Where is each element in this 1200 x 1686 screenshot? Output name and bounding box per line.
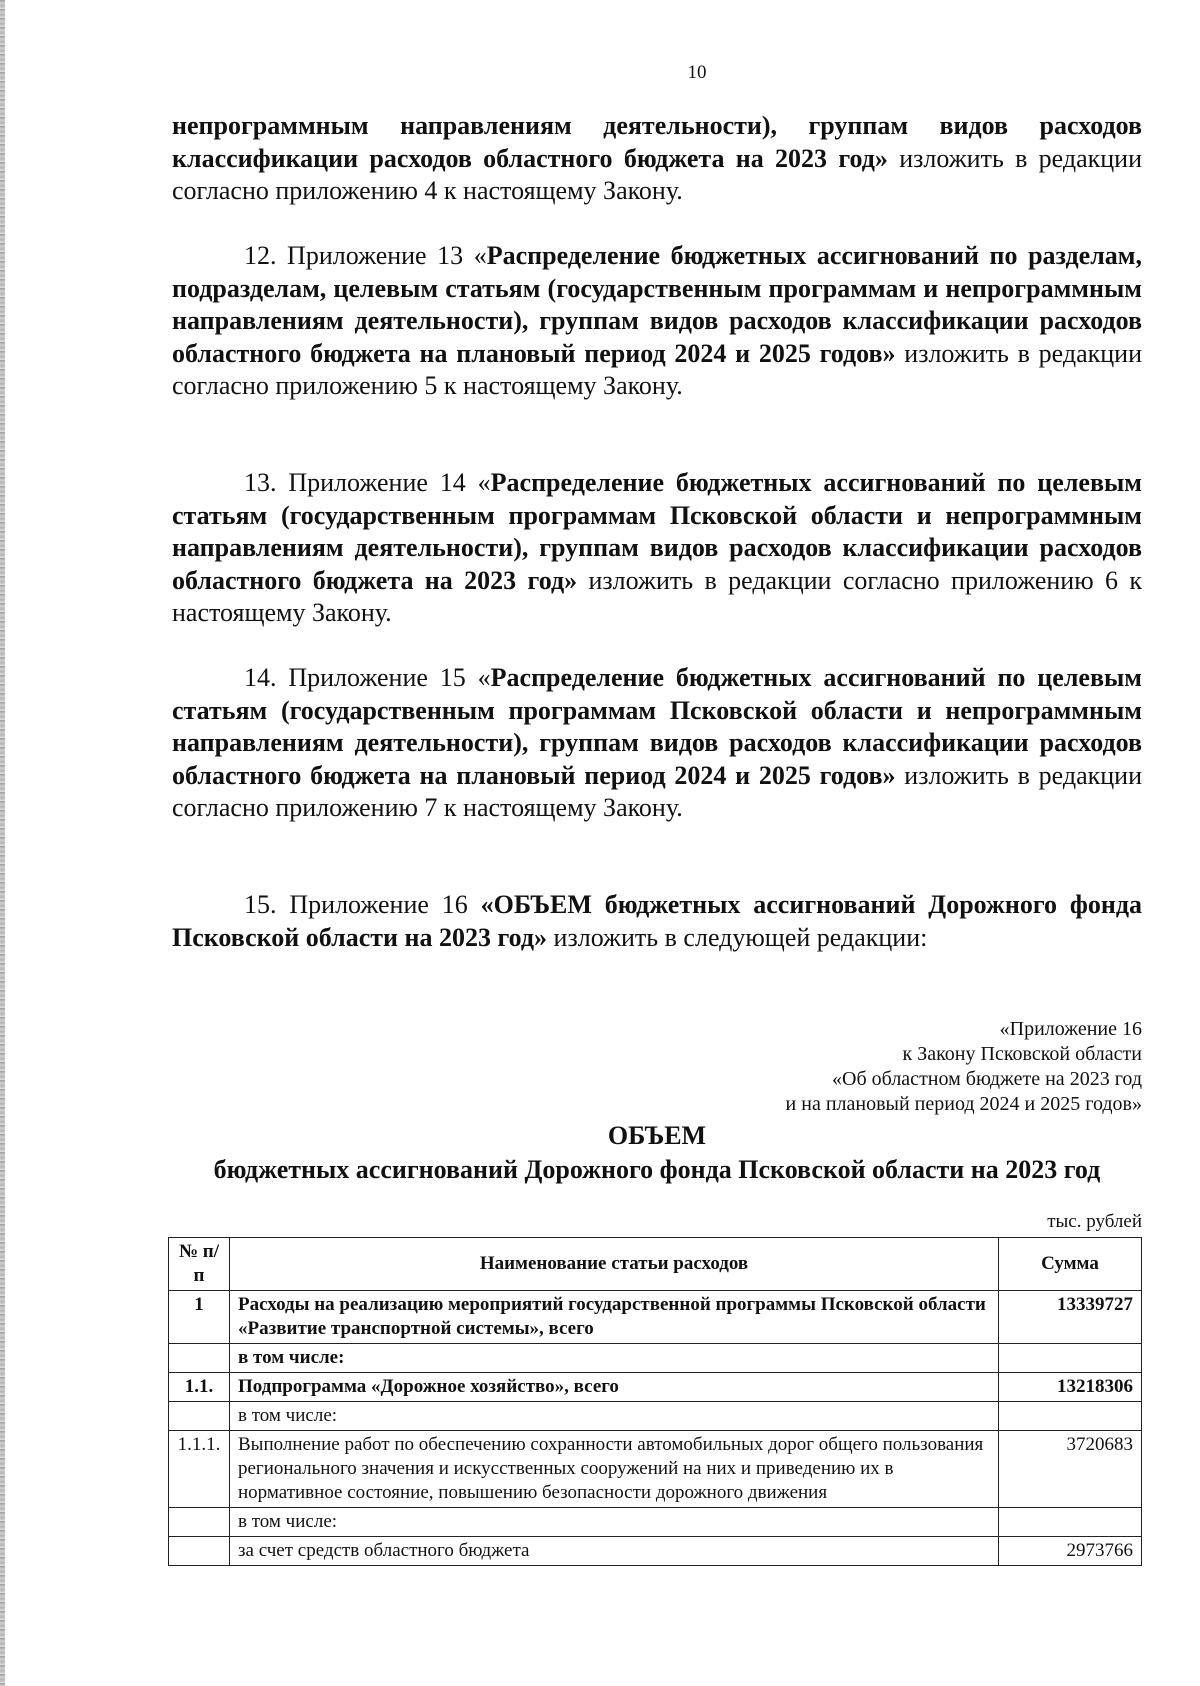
row-sum [999,1402,1142,1431]
row-num: 1.1.1. [169,1431,230,1508]
table-row [169,1402,1142,1431]
document-subtitle: бюджетных ассигнований Дорожного фонда Псковской области на 2023 год [213,1155,1101,1184]
approval-line: «Приложение 16 [999,1018,1142,1040]
paragraph-bold-text: Распределение бюджетных ассигнований по целевым статьям (государственным программам Псковской области и непрограммным направлениям деятельности), группам видов расходов классификации расходов областного бюджета на 2023 год» [172,468,1142,595]
row-name: в том числе: [230,1402,999,1431]
paragraph-lead: 14. Приложение 15 « [244,663,491,692]
row-sum [999,1508,1142,1537]
header-sum: Сумма [999,1238,1142,1291]
row-num: 1.1. [169,1373,230,1402]
paragraph-bold-text: Распределение бюджетных ассигнований по целевым статьям (государственным программам Псковской области и непрограммным направлениям деятельности), группам видов расходов классификации расходов областного бюджета на плановый период 2024 и 2025 годов» [172,663,1142,790]
row-name: Подпрограмма «Дорожное хозяйство», всего [230,1373,999,1402]
paragraph-11-continued [172,110,1142,208]
paragraph-lead: 12. Приложение 13 « [244,241,487,270]
paragraph-bold-text: «ОБЪЕМ бюджетных ассигнований Дорожного фонда Псковской области на 2023 год» [172,890,1142,952]
paragraph-text: изложить в редакции согласно приложению 4 к настоящему Закону. [172,143,1142,205]
paragraph-text: изложить в редакции согласно приложению 5 к настоящему Закону. [172,338,1142,400]
appendix-approval-block [642,1017,1142,1117]
row-num [169,1344,230,1373]
header-name: Наименование статьи расходов [230,1238,999,1291]
paragraph-text: изложить в редакции согласно приложению 7 к настоящему Закону. [172,760,1142,822]
row-sum: 3720683 [999,1431,1142,1508]
row-name: в том числе: [230,1508,999,1537]
budget-table [168,1237,1142,1566]
table-header-row [169,1238,1142,1291]
paragraph-15 [172,889,1142,954]
paragraph-bold-text: непрограммным направлениям деятельности), группам видов расходов классификации расходов областного бюджета на 2023 год» [172,111,1142,173]
row-sum [999,1344,1142,1373]
row-num [169,1508,230,1537]
row-name: в том числе: [230,1344,999,1373]
paragraph-14 [172,662,1142,825]
row-name: Выполнение работ по обеспечению сохранности автомобильных дорог общего пользования регионального значения и искусственных сооружений на них и приведению их в нормативное состояние, повышению безопасности дорожного движения [230,1431,999,1508]
row-num: 1 [169,1291,230,1344]
row-num [169,1402,230,1431]
row-sum: 13218306 [999,1373,1142,1402]
header-num: № п/п [169,1238,230,1291]
table-row [169,1431,1142,1508]
page-number: 10 [687,62,707,83]
paragraph-text: изложить в редакции согласно приложению 6 к настоящему Закону. [172,565,1143,627]
row-sum: 13339727 [999,1291,1142,1344]
row-sum: 2973766 [999,1537,1142,1566]
paragraph-lead: 15. Приложение 16 [244,890,481,919]
units-label: тыс. рублей [1047,1211,1142,1232]
approval-line: и на плановый период 2024 и 2025 годов» [785,1093,1142,1115]
document-title: ОБЪЕМ [607,1121,707,1150]
approval-line: к Закону Псковской области [902,1043,1142,1065]
scan-edge [0,0,5,1686]
approval-line: «Об областном бюджете на 2023 год [832,1068,1142,1090]
row-num [169,1537,230,1566]
paragraph-12 [172,240,1142,403]
table-row [169,1291,1142,1344]
paragraph-lead: 13. Приложение 14 « [244,468,491,497]
table-row [169,1344,1142,1373]
paragraph-13 [172,467,1142,630]
table-row [169,1508,1142,1537]
table-row [169,1537,1142,1566]
row-name: Расходы на реализацию мероприятий государственной программы Псковской области «Развитие транспортной системы», всего [230,1291,999,1344]
table-row [169,1373,1142,1402]
row-name: за счет средств областного бюджета [230,1537,999,1566]
paragraph-bold-text: Распределение бюджетных ассигнований по разделам, подразделам, целевым статьям (государственным программам и непрограммным направлениям деятельности), группам видов расходов классификации расходов областного бюджета на плановый период 2024 и 2025 годов» [172,241,1143,368]
paragraph-text: изложить в следующей редакции: [547,922,928,952]
